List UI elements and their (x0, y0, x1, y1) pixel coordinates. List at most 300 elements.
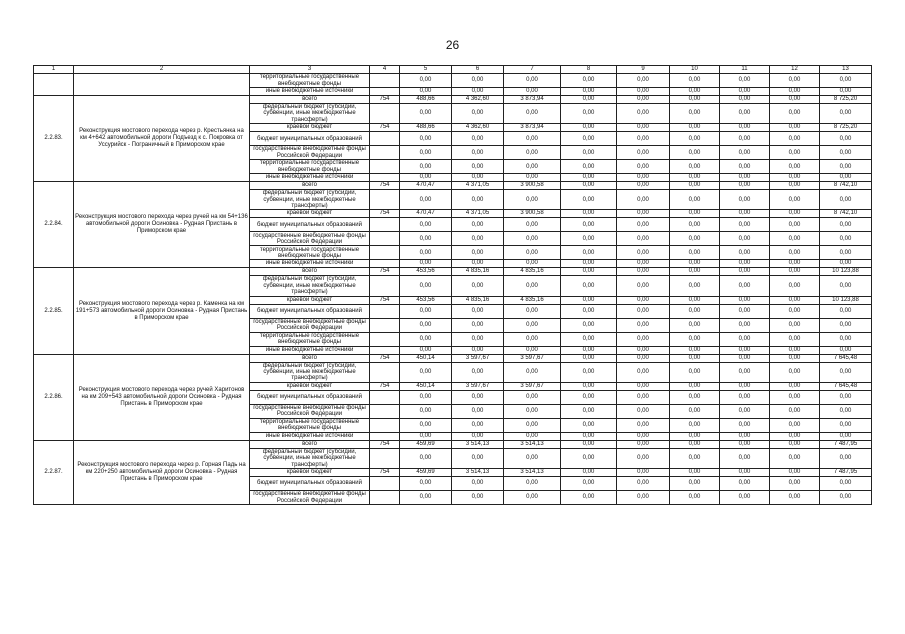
amount-cell: 4 371,05 (452, 182, 504, 190)
grbs-code: 754 (370, 382, 400, 390)
grbs-code (370, 218, 400, 232)
amount-cell: 0,00 (400, 260, 452, 268)
amount-cell: 0,00 (720, 448, 770, 468)
amount-cell: 0,00 (770, 448, 820, 468)
amount-cell: 0,00 (770, 382, 820, 390)
grbs-code (370, 418, 400, 432)
amount-cell: 0,00 (617, 146, 670, 160)
grbs-code (370, 304, 400, 318)
grbs-code (370, 246, 400, 260)
amount-cell: 0,00 (452, 346, 504, 354)
amount-cell: 0,00 (617, 469, 670, 477)
amount-cell: 0,00 (400, 304, 452, 318)
amount-cell: 0,00 (561, 477, 617, 491)
amount-cell: 0,00 (561, 174, 617, 182)
amount-cell: 0,00 (670, 491, 720, 505)
grbs-code (370, 74, 400, 88)
amount-cell: 0,00 (452, 390, 504, 404)
column-number-header: 3 (250, 66, 370, 74)
amount-cell: 0,00 (400, 276, 452, 296)
amount-cell: 10 123,88 (820, 296, 872, 304)
amount-cell: 0,00 (770, 304, 820, 318)
amount-cell: 0,00 (561, 246, 617, 260)
amount-cell: 4 835,16 (504, 268, 561, 276)
amount-cell: 0,00 (720, 146, 770, 160)
amount-cell: 0,00 (452, 160, 504, 174)
amount-cell: 0,00 (617, 268, 670, 276)
amount-cell: 0,00 (820, 418, 872, 432)
column-number-header: 4 (370, 66, 400, 74)
amount-cell: 0,00 (670, 318, 720, 332)
amount-cell: 0,00 (720, 304, 770, 318)
amount-cell: 0,00 (770, 260, 820, 268)
amount-cell: 0,00 (770, 88, 820, 96)
amount-cell: 0,00 (720, 182, 770, 190)
amount-cell: 488,66 (400, 96, 452, 104)
item-code: 2.2.84. (34, 182, 74, 268)
amount-cell: 0,00 (820, 74, 872, 88)
amount-cell: 0,00 (561, 304, 617, 318)
amount-cell: 0,00 (720, 404, 770, 418)
funding-source: краевой бюджет (250, 124, 370, 132)
item-name: Реконструкция мостового перехода через р. Каменка на км 191+573 автомобильной дороги Осиновка - Рудная Пристань в Приморском крае (74, 268, 250, 354)
amount-cell: 0,00 (400, 146, 452, 160)
grbs-code (370, 104, 400, 124)
amount-cell: 0,00 (720, 104, 770, 124)
amount-cell: 0,00 (452, 491, 504, 505)
amount-cell: 0,00 (617, 174, 670, 182)
amount-cell: 0,00 (770, 246, 820, 260)
amount-cell: 0,00 (452, 88, 504, 96)
amount-cell: 0,00 (504, 74, 561, 88)
amount-cell: 3 873,94 (504, 124, 561, 132)
amount-cell: 3 514,13 (504, 469, 561, 477)
amount-cell: 0,00 (561, 104, 617, 124)
funding-source: федеральный бюджет (субсидии, субвенции, иные межбюджетные трансферты) (250, 190, 370, 210)
amount-cell: 0,00 (400, 74, 452, 88)
amount-cell: 0,00 (770, 332, 820, 346)
amount-cell: 3 514,13 (452, 469, 504, 477)
grbs-code: 754 (370, 354, 400, 362)
amount-cell: 0,00 (561, 182, 617, 190)
amount-cell: 0,00 (820, 362, 872, 382)
item-code: 2.2.85. (34, 268, 74, 354)
item-code: 2.2.87. (34, 440, 74, 504)
amount-cell: 0,00 (452, 276, 504, 296)
amount-cell: 0,00 (670, 382, 720, 390)
amount-cell: 470,47 (400, 182, 452, 190)
funding-source: территориальные государственные внебюджетные фонды (250, 418, 370, 432)
amount-cell: 0,00 (504, 346, 561, 354)
amount-cell: 0,00 (561, 232, 617, 246)
grbs-code: 754 (370, 268, 400, 276)
amount-cell: 0,00 (400, 390, 452, 404)
funding-source: краевой бюджет (250, 210, 370, 218)
amount-cell: 0,00 (400, 362, 452, 382)
amount-cell: 0,00 (504, 448, 561, 468)
amount-cell: 0,00 (670, 296, 720, 304)
amount-cell: 0,00 (400, 432, 452, 440)
amount-cell: 0,00 (617, 96, 670, 104)
amount-cell: 450,14 (400, 382, 452, 390)
item-name: Реконструкция мостового перехода через р. Горная Падь на км 220+250 автомобильной дороги Осиновка - Рудная Пристань в Приморском крае (74, 440, 250, 504)
grbs-code (370, 276, 400, 296)
amount-cell: 0,00 (561, 404, 617, 418)
funding-source: территориальные государственные внебюджетные фонды (250, 246, 370, 260)
amount-cell: 0,00 (670, 74, 720, 88)
amount-cell: 0,00 (770, 160, 820, 174)
grbs-code (370, 346, 400, 354)
funding-source: иные внебюджетные источники (250, 432, 370, 440)
amount-cell: 0,00 (561, 362, 617, 382)
amount-cell: 0,00 (770, 268, 820, 276)
grbs-code: 754 (370, 296, 400, 304)
amount-cell: 0,00 (670, 440, 720, 448)
amount-cell: 0,00 (452, 448, 504, 468)
amount-cell: 0,00 (670, 246, 720, 260)
column-number-header: 5 (400, 66, 452, 74)
amount-cell: 0,00 (452, 146, 504, 160)
amount-cell: 3 900,58 (504, 182, 561, 190)
amount-cell: 0,00 (452, 477, 504, 491)
grbs-code (370, 448, 400, 468)
grbs-code (370, 432, 400, 440)
table-row (34, 74, 872, 88)
funding-source: бюджет муниципальных образований (250, 132, 370, 146)
amount-cell: 0,00 (770, 477, 820, 491)
table-body (34, 74, 872, 505)
grbs-code (370, 318, 400, 332)
amount-cell: 0,00 (400, 418, 452, 432)
amount-cell: 0,00 (617, 132, 670, 146)
amount-cell: 0,00 (561, 382, 617, 390)
amount-cell: 0,00 (670, 104, 720, 124)
amount-cell: 3 873,94 (504, 96, 561, 104)
amount-cell: 0,00 (504, 218, 561, 232)
amount-cell: 0,00 (770, 346, 820, 354)
amount-cell: 0,00 (504, 477, 561, 491)
amount-cell: 3 900,58 (504, 210, 561, 218)
grbs-code: 754 (370, 96, 400, 104)
amount-cell: 0,00 (670, 418, 720, 432)
amount-cell: 0,00 (670, 448, 720, 468)
amount-cell: 0,00 (720, 354, 770, 362)
amount-cell: 0,00 (820, 332, 872, 346)
amount-cell: 0,00 (670, 210, 720, 218)
item-code (34, 74, 74, 96)
amount-cell: 0,00 (670, 346, 720, 354)
amount-cell: 0,00 (504, 390, 561, 404)
amount-cell: 0,00 (720, 418, 770, 432)
amount-cell: 0,00 (820, 477, 872, 491)
amount-cell: 0,00 (670, 354, 720, 362)
amount-cell: 0,00 (820, 190, 872, 210)
page-number: 26 (445, 38, 460, 52)
amount-cell: 0,00 (617, 304, 670, 318)
amount-cell: 0,00 (617, 210, 670, 218)
item-code: 2.2.83. (34, 96, 74, 182)
amount-cell: 0,00 (770, 469, 820, 477)
amount-cell: 0,00 (670, 96, 720, 104)
amount-cell: 0,00 (561, 432, 617, 440)
column-number-header: 8 (561, 66, 617, 74)
grbs-code (370, 332, 400, 346)
amount-cell: 4 835,16 (504, 296, 561, 304)
amount-cell: 0,00 (452, 404, 504, 418)
amount-cell: 0,00 (617, 362, 670, 382)
item-name (74, 74, 250, 96)
amount-cell: 0,00 (670, 174, 720, 182)
amount-cell: 470,47 (400, 210, 452, 218)
amount-cell: 7 487,95 (820, 469, 872, 477)
amount-cell: 0,00 (400, 88, 452, 96)
amount-cell: 0,00 (504, 404, 561, 418)
amount-cell: 0,00 (561, 332, 617, 346)
amount-cell: 0,00 (452, 432, 504, 440)
grbs-code (370, 190, 400, 210)
table-row (34, 96, 872, 104)
amount-cell: 0,00 (452, 332, 504, 346)
amount-cell: 0,00 (617, 74, 670, 88)
amount-cell: 0,00 (504, 432, 561, 440)
amount-cell: 0,00 (561, 268, 617, 276)
amount-cell: 0,00 (770, 96, 820, 104)
amount-cell: 0,00 (820, 260, 872, 268)
amount-cell: 0,00 (770, 74, 820, 88)
amount-cell: 0,00 (504, 232, 561, 246)
amount-cell: 0,00 (770, 210, 820, 218)
amount-cell: 0,00 (720, 318, 770, 332)
table-header (34, 66, 872, 74)
amount-cell: 0,00 (504, 304, 561, 318)
amount-cell: 7 645,48 (820, 382, 872, 390)
amount-cell: 0,00 (452, 246, 504, 260)
funding-source: государственные внебюджетные фонды Российской Федерации (250, 491, 370, 505)
funding-source: бюджет муниципальных образований (250, 390, 370, 404)
amount-cell: 0,00 (720, 382, 770, 390)
amount-cell: 0,00 (670, 304, 720, 318)
amount-cell: 0,00 (770, 432, 820, 440)
amount-cell: 0,00 (504, 318, 561, 332)
table-row (34, 440, 872, 448)
amount-cell: 4 362,60 (452, 96, 504, 104)
column-number-header: 6 (452, 66, 504, 74)
amount-cell: 0,00 (452, 304, 504, 318)
amount-cell: 3 597,67 (504, 382, 561, 390)
amount-cell: 0,00 (820, 432, 872, 440)
amount-cell: 0,00 (400, 160, 452, 174)
amount-cell: 0,00 (720, 332, 770, 346)
amount-cell: 0,00 (770, 174, 820, 182)
funding-source: федеральный бюджет (субсидии, субвенции, иные межбюджетные трансферты) (250, 104, 370, 124)
amount-cell: 0,00 (561, 132, 617, 146)
amount-cell: 0,00 (770, 491, 820, 505)
amount-cell: 0,00 (561, 146, 617, 160)
amount-cell: 0,00 (561, 190, 617, 210)
amount-cell: 0,00 (720, 362, 770, 382)
amount-cell: 0,00 (720, 132, 770, 146)
amount-cell: 0,00 (561, 88, 617, 96)
amount-cell: 4 362,60 (452, 124, 504, 132)
amount-cell: 0,00 (617, 332, 670, 346)
amount-cell: 0,00 (670, 432, 720, 440)
amount-cell: 0,00 (720, 390, 770, 404)
amount-cell: 0,00 (617, 260, 670, 268)
grbs-code (370, 88, 400, 96)
funding-source: бюджет муниципальных образований (250, 477, 370, 491)
table-row (34, 182, 872, 190)
amount-cell: 0,00 (720, 124, 770, 132)
amount-cell: 0,00 (400, 104, 452, 124)
funding-source: иные внебюджетные источники (250, 174, 370, 182)
amount-cell: 0,00 (670, 218, 720, 232)
amount-cell: 3 597,67 (452, 354, 504, 362)
item-name: Реконструкция мостового перехода через ручей Харитонов на км 209+543 автомобильной дороги Осиновка - Рудная Пристань в Приморском крае (74, 354, 250, 440)
amount-cell: 0,00 (770, 440, 820, 448)
amount-cell: 0,00 (452, 218, 504, 232)
amount-cell: 0,00 (720, 260, 770, 268)
amount-cell: 0,00 (770, 418, 820, 432)
amount-cell: 0,00 (720, 210, 770, 218)
funding-source: иные внебюджетные источники (250, 346, 370, 354)
amount-cell: 0,00 (770, 104, 820, 124)
grbs-code: 754 (370, 182, 400, 190)
funding-source: краевой бюджет (250, 296, 370, 304)
amount-cell: 0,00 (561, 296, 617, 304)
amount-cell: 0,00 (561, 418, 617, 432)
amount-cell: 0,00 (820, 390, 872, 404)
amount-cell: 0,00 (400, 218, 452, 232)
amount-cell: 0,00 (720, 218, 770, 232)
grbs-code: 754 (370, 440, 400, 448)
amount-cell: 0,00 (617, 404, 670, 418)
amount-cell: 0,00 (720, 174, 770, 182)
amount-cell: 0,00 (504, 160, 561, 174)
amount-cell: 0,00 (670, 260, 720, 268)
amount-cell: 0,00 (770, 182, 820, 190)
amount-cell: 0,00 (770, 232, 820, 246)
amount-cell: 0,00 (617, 354, 670, 362)
amount-cell: 0,00 (504, 190, 561, 210)
amount-cell: 0,00 (720, 346, 770, 354)
amount-cell: 0,00 (617, 182, 670, 190)
amount-cell: 0,00 (770, 318, 820, 332)
amount-cell: 0,00 (617, 104, 670, 124)
amount-cell: 3 514,13 (452, 440, 504, 448)
amount-cell: 0,00 (561, 354, 617, 362)
amount-cell: 0,00 (561, 390, 617, 404)
column-number-header: 13 (820, 66, 872, 74)
amount-cell: 0,00 (561, 318, 617, 332)
grbs-code (370, 477, 400, 491)
funding-source: краевой бюджет (250, 382, 370, 390)
amount-cell: 0,00 (670, 232, 720, 246)
amount-cell: 0,00 (720, 276, 770, 296)
item-name: Реконструкция мостового перехода через р. Крестьянка на км 4+642 автомобильной дороги Подъезд к с. Покровка от Уссурийск - Пограничный в Приморском крае (74, 96, 250, 182)
amount-cell: 0,00 (670, 404, 720, 418)
amount-cell: 0,00 (617, 232, 670, 246)
amount-cell: 7 645,48 (820, 354, 872, 362)
table-row (34, 268, 872, 276)
grbs-code (370, 404, 400, 418)
amount-cell: 0,00 (617, 382, 670, 390)
grbs-code: 754 (370, 469, 400, 477)
amount-cell: 0,00 (670, 477, 720, 491)
amount-cell: 0,00 (770, 190, 820, 210)
funding-source: федеральный бюджет (субсидии, субвенции, иные межбюджетные трансферты) (250, 362, 370, 382)
funding-source: всего (250, 268, 370, 276)
amount-cell: 0,00 (720, 432, 770, 440)
grbs-code (370, 390, 400, 404)
amount-cell: 0,00 (400, 448, 452, 468)
grbs-code (370, 160, 400, 174)
funding-source: федеральный бюджет (субсидии, субвенции, иные межбюджетные трансферты) (250, 276, 370, 296)
amount-cell: 3 597,67 (452, 382, 504, 390)
funding-source: всего (250, 354, 370, 362)
amount-cell: 0,00 (617, 432, 670, 440)
amount-cell: 3 514,13 (504, 440, 561, 448)
amount-cell: 8 742,10 (820, 210, 872, 218)
amount-cell: 0,00 (670, 469, 720, 477)
column-number-header: 9 (617, 66, 670, 74)
amount-cell: 0,00 (720, 190, 770, 210)
amount-cell: 0,00 (400, 232, 452, 246)
amount-cell: 0,00 (770, 124, 820, 132)
amount-cell: 0,00 (770, 218, 820, 232)
column-number-header: 2 (74, 66, 250, 74)
funding-source: государственные внебюджетные фонды Российской Федерации (250, 146, 370, 160)
amount-cell: 453,56 (400, 268, 452, 276)
amount-cell: 8 742,10 (820, 182, 872, 190)
amount-cell: 0,00 (504, 491, 561, 505)
amount-cell: 0,00 (720, 74, 770, 88)
amount-cell: 0,00 (452, 362, 504, 382)
amount-cell: 0,00 (617, 218, 670, 232)
amount-cell: 0,00 (720, 232, 770, 246)
amount-cell: 0,00 (670, 146, 720, 160)
amount-cell: 0,00 (720, 160, 770, 174)
amount-cell: 0,00 (452, 318, 504, 332)
column-number-row (34, 66, 872, 74)
grbs-code (370, 362, 400, 382)
amount-cell: 0,00 (770, 146, 820, 160)
amount-cell: 0,00 (617, 477, 670, 491)
amount-cell: 0,00 (561, 469, 617, 477)
amount-cell: 0,00 (820, 174, 872, 182)
amount-cell: 0,00 (452, 190, 504, 210)
amount-cell: 0,00 (561, 210, 617, 218)
amount-cell: 0,00 (617, 491, 670, 505)
amount-cell: 7 487,95 (820, 440, 872, 448)
amount-cell: 0,00 (820, 491, 872, 505)
amount-cell: 0,00 (670, 390, 720, 404)
amount-cell: 0,00 (820, 232, 872, 246)
amount-cell: 0,00 (617, 390, 670, 404)
amount-cell: 0,00 (504, 132, 561, 146)
amount-cell: 0,00 (720, 268, 770, 276)
funding-source: территориальные государственные внебюджетные фонды (250, 74, 370, 88)
amount-cell: 0,00 (670, 362, 720, 382)
amount-cell: 0,00 (400, 491, 452, 505)
funding-source: территориальные государственные внебюджетные фонды (250, 332, 370, 346)
amount-cell: 0,00 (400, 174, 452, 182)
amount-cell: 0,00 (820, 346, 872, 354)
amount-cell: 0,00 (720, 96, 770, 104)
amount-cell: 0,00 (820, 160, 872, 174)
amount-cell: 0,00 (452, 232, 504, 246)
amount-cell: 450,14 (400, 354, 452, 362)
amount-cell: 0,00 (452, 260, 504, 268)
